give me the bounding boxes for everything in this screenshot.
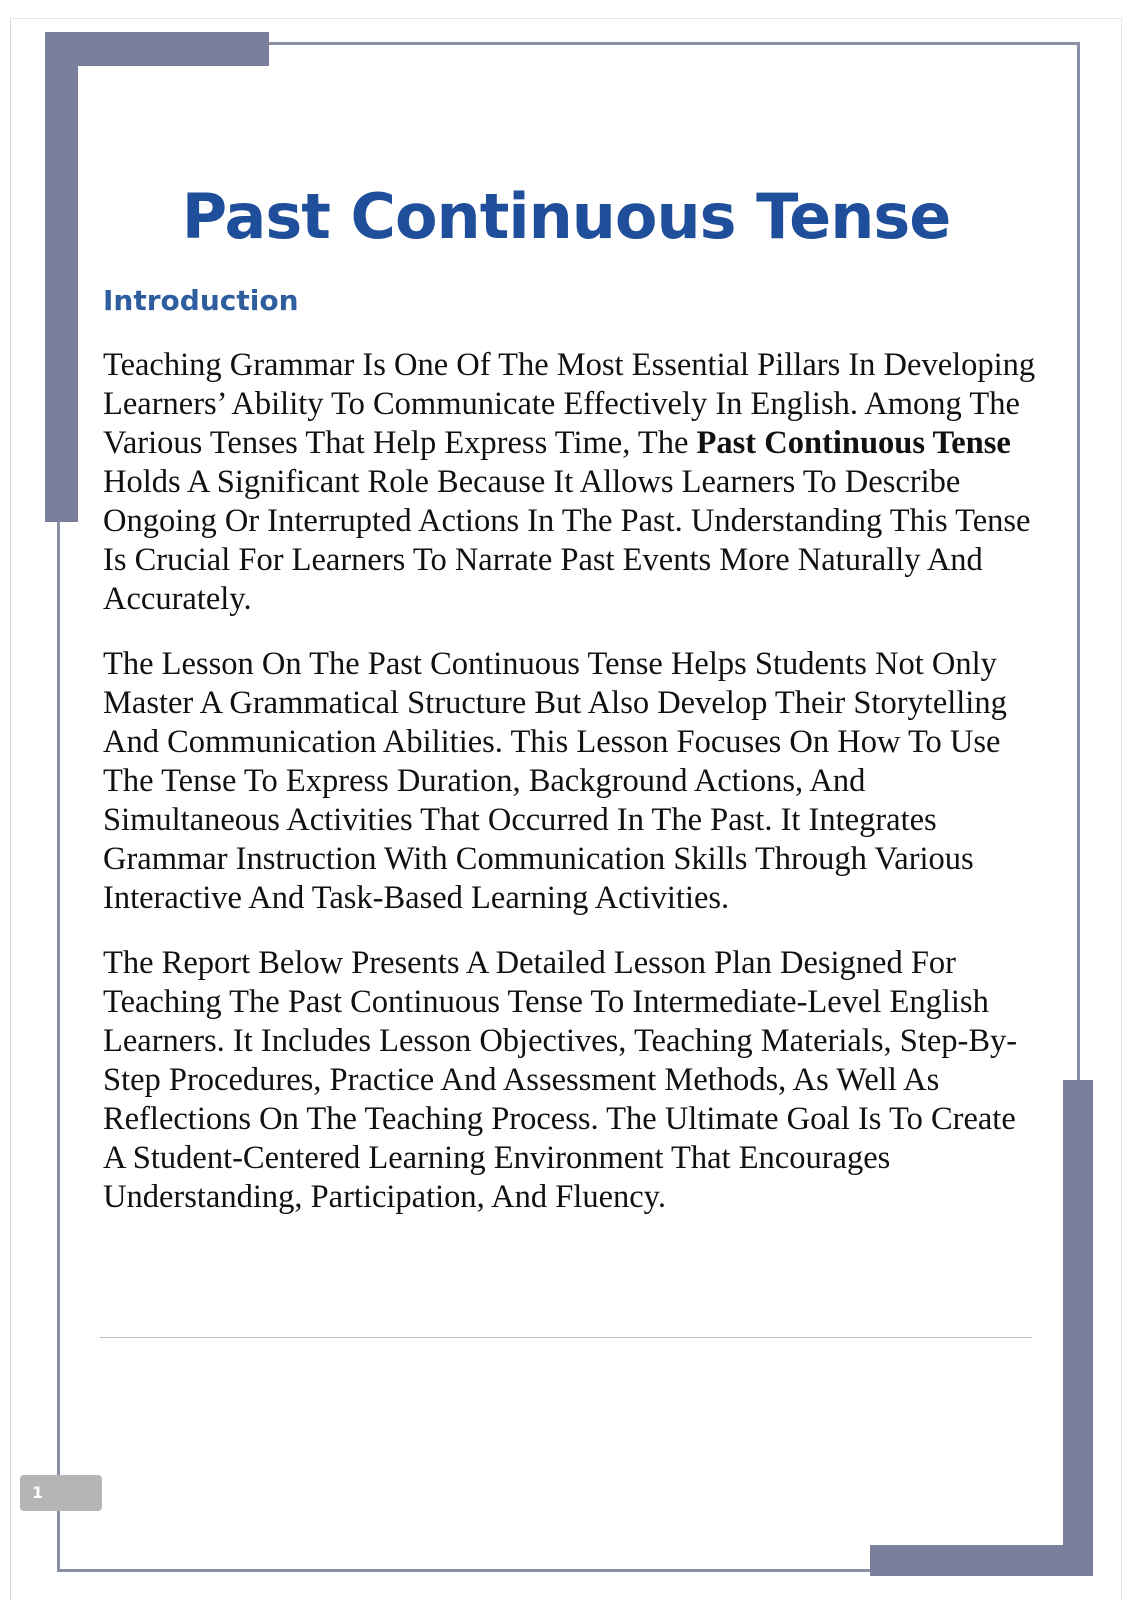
body-text — [103, 346, 1043, 1243]
corner-bar-right-vertical — [1063, 1080, 1093, 1576]
paragraph-1-text-end: Holds A Significant Role Because It Allows Learners To Describe Ongoing Or Interrupted Actions In The Past. Understanding This Tense Is Crucial For Learners To Narrate Past Events More Naturally And Accurately. — [103, 464, 1031, 617]
page-number-badge: 1 — [20, 1475, 102, 1511]
paragraph-1-bold-term: Past Continuous Tense — [696, 425, 1011, 461]
corner-bar-top-horizontal — [45, 32, 269, 66]
page-edge-top — [10, 18, 1122, 19]
corner-bar-left-vertical — [45, 32, 78, 522]
frame-line-left — [57, 500, 60, 1572]
frame-line-bottom — [57, 1569, 877, 1572]
footer-divider — [100, 1337, 1032, 1338]
frame-line-right — [1077, 42, 1080, 1082]
document-title: Past Continuous Tense — [181, 180, 951, 253]
paragraph-1-text-start: Teaching Grammar Is One Of The Most Essential Pillars In Developing Learners’ Ability To Communicate Effectively In English. Among The Various Tenses That Help Express Time, The — [103, 347, 1036, 461]
section-heading-introduction: Introduction — [103, 284, 299, 317]
paragraph-2: The Lesson On The Past Continuous Tense Helps Students Not Only Master A Grammatical Structure But Also Develop Their Storytelling And Communication Abilities. This Lesson Focuses On How To Use The Tense To Express Duration, Background Actions, And Simultaneous Activities That Occurred In The Past. It Integrates Grammar Instruction With Communication Skills Through Various Interactive And Task-Based Learning Activities. — [103, 646, 1007, 916]
paragraph-1 — [103, 346, 1043, 619]
paragraph-3: The Report Below Presents A Detailed Lesson Plan Designed For Teaching The Past Continuous Tense To Intermediate-Level English Learners. It Includes Lesson Objectives, Teaching Materials, Step-By-Step Procedures, Practice And Assessment Methods, As Well As Reflections On The Teaching Process. The Ultimate Goal Is To Create A Student-Centered Learning Environment That Encourages Understanding, Participation, And Fluency. — [103, 945, 1018, 1215]
corner-bar-bottom-horizontal — [870, 1545, 1093, 1576]
page-edge-right — [1121, 18, 1122, 1600]
page-edge-left — [10, 18, 11, 1600]
